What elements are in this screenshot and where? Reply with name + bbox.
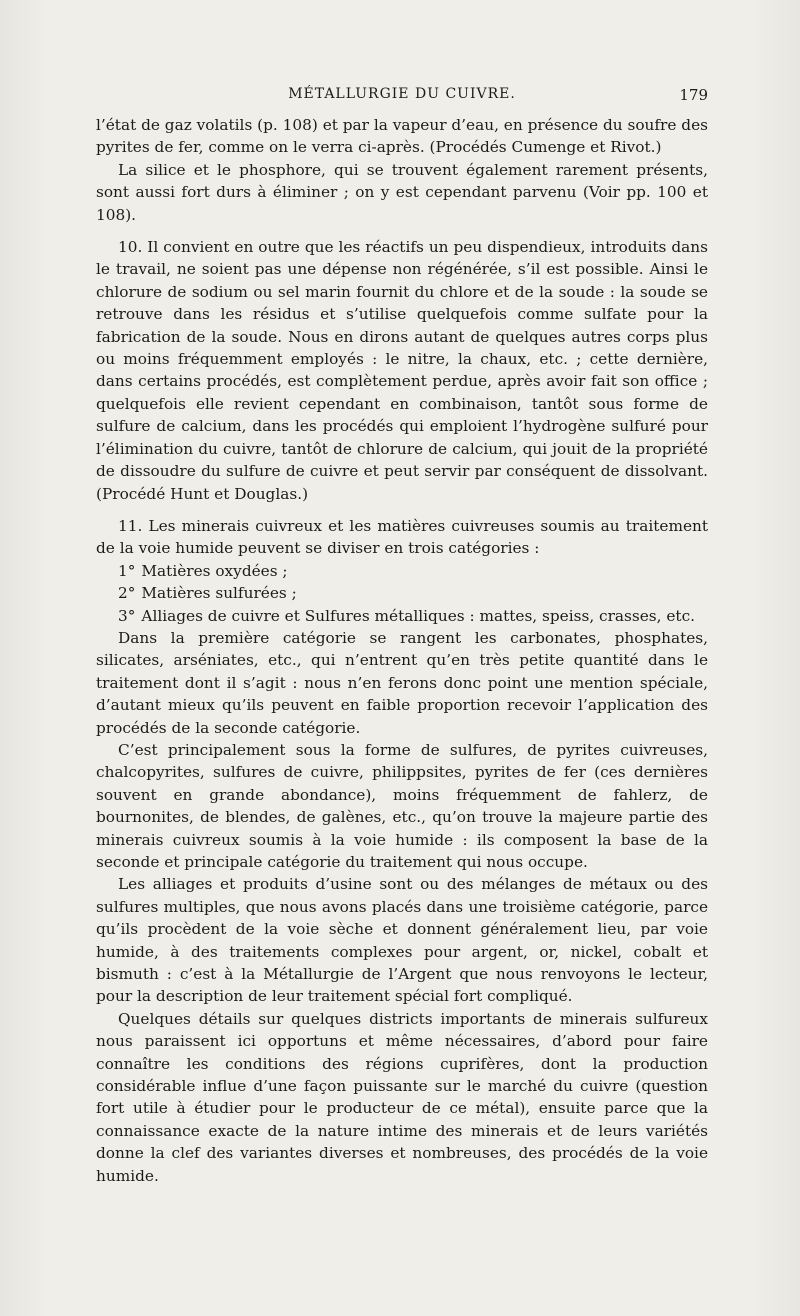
- list-item-number: 1°: [118, 561, 136, 580]
- list-item: [96, 605, 708, 627]
- list-item-label: Matières oxydées ;: [141, 561, 288, 580]
- list-item-label: Matières sulfurées ;: [141, 584, 297, 603]
- paragraph-section-10: 10. Il convient en outre que les réactifs un peu dispendieux, introduits dans le travail, ne soient pas une dépense non régénérée, s’il est possible. Ainsi le chlorure de sodium ou sel marin fournit du chlore et de la soude : la soude se retrouve dans les résidus et s’utilise quelquefois comme sulfate pour la fabrication de la soude. Nous en dirons autant de quelques autres corps plus ou moins fréquemment employés : le nitre, la chaux, etc. ; cette dernière, dans certains procédés, est complètement perdue, après avoir fait son office ; quelquefois elle revient cependant en combinaison, tantôt sous forme de sulfure de calcium, dans les procédés qui emploient l’hydrogène sulfuré pour l’élimination du cuivre, tantôt de chlorure de calcium, qui jouit de la propriété de dissoudre du sulfure de cuivre et peut servir par conséquent de dissolvant. (Procédé Hunt et Douglas.): [96, 238, 708, 503]
- paragraph-sulfides: C’est principalement sous la forme de sulfures, de pyrites cuivreuses, chalcopyrites, sulfures de cuivre, philippsites, pyrites de fer (ces dernières souvent en grande abondance), moins fréquemment de fahlerz, de bournonites, de blendes, de galènes, etc., qu’on trouve la majeure partie des minerais cuivreux soumis à la voie humide : ils composent la base de la seconde et principale catégorie du traitement qui nous occupe.: [96, 740, 708, 871]
- list-item-label: Alliages de cuivre et Sulfures métalliques : mattes, speiss, crasses, etc.: [141, 606, 695, 625]
- paragraph-section-11: 11. Les minerais cuivreux et les matières cuivreuses soumis au traitement de la voie humide peuvent se diviser en trois catégories :: [96, 516, 708, 558]
- paragraph-silica-phosphorus: La silice et le phosphore, qui se trouvent également rarement présents, sont aussi fort durs à éliminer ; on y est cependant parvenu (Voir pp. 100 et 108).: [96, 160, 708, 224]
- page-number: 179: [679, 86, 708, 104]
- list-item-number: 3°: [118, 606, 136, 625]
- list-item-number: 2°: [118, 584, 136, 603]
- running-title: MÉTALLURGIE DU CUIVRE.: [288, 86, 516, 102]
- paragraph-first-category: Dans la première catégorie se rangent les carbonates, phosphates, silicates, arséniates, etc., qui n’entrent qu’en très petite quantité dans le traitement dont il s’agit : nous n’en ferons donc point une mention spéciale, d’autant mieux qu’ils peuvent en faible proportion recevoir l’application des procédés de la seconde catégorie.: [96, 628, 708, 737]
- paragraph-districts: Quelques détails sur quelques districts importants de minerais sulfureux nous paraissent ici opportuns et même nécessaires, d’abord pour faire connaître les conditions des régions cuprifères, dont la production considérable influe d’une façon puissante sur le marché du cuivre (question fort utile à étudier pour le producteur de ce métal), ensuite parce que la connaissance exacte de la nature intime des minerais et de leurs variétés donne la clef des variantes diverses et nombreuses, des procédés de la voie humide.: [96, 1009, 708, 1185]
- list-item: [96, 560, 708, 582]
- body-text: [96, 114, 708, 1187]
- category-list: [96, 560, 708, 627]
- page-header: [96, 86, 708, 110]
- paragraph-continuation: l’état de gaz volatils (p. 108) et par la vapeur d’eau, en présence du soufre des pyrites de fer, comme on le verra ci-après. (Procédés Cumenge et Rivot.): [96, 116, 708, 157]
- list-item: [96, 582, 708, 604]
- paragraph-alloys: Les alliages et produits d’usine sont ou des mélanges de métaux ou des sulfures multiples, que nous avons placés dans une troisième catégorie, parce qu’ils procèdent de la voie sèche et donnent généralement lieu, par voie humide, à des traitements complexes pour argent, or, nickel, cobalt et bismuth : c’est à la Métallurgie de l’Argent que nous renvoyons le lecteur, pour la description de leur traitement spécial fort compliqué.: [96, 875, 708, 1006]
